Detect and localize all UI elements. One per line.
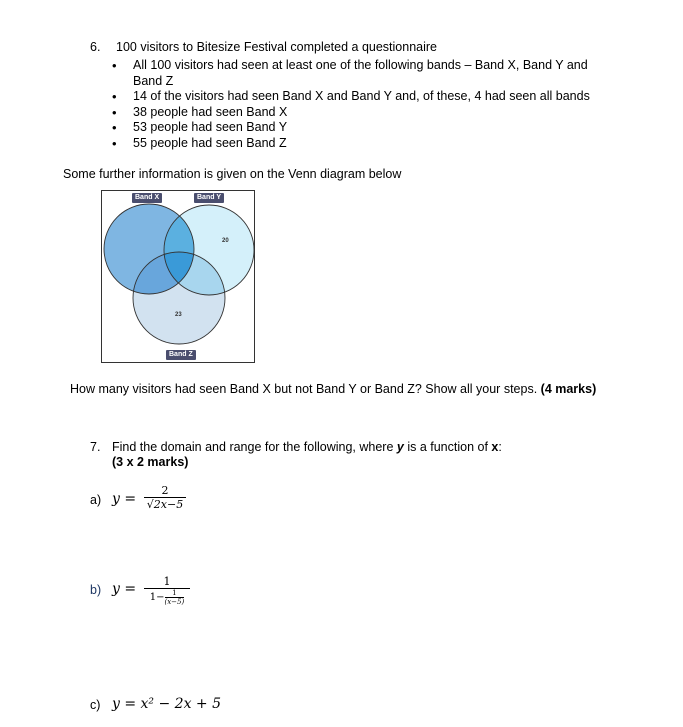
part-c-expression: y = x² − 2x + 5 [112, 696, 222, 712]
prompt-end: : [498, 440, 502, 454]
part-a-label: a) [90, 493, 102, 507]
part-b [90, 583, 101, 597]
y-only-value: 20 [222, 238, 229, 244]
bullet-item: • 14 of the visitors had seen Band X and Band Y and, of these, 4 had seen all bands [112, 89, 612, 105]
further-info-text: Some further information is given on the Venn diagram below [63, 167, 402, 181]
band-x-label: Band X [132, 193, 162, 203]
part-c-label: c) [90, 698, 101, 712]
var-x: x [491, 440, 499, 454]
part-a-lhs: y = [112, 491, 137, 507]
part-a [90, 493, 101, 507]
part-a-fraction [144, 484, 186, 511]
question-6-intro-text: 100 visitors to Bitesize Festival completed a questionnaire [116, 40, 437, 54]
prompt-mid: is a function of [403, 440, 492, 454]
part-a-numerator: 2 [161, 484, 169, 497]
question-6-bullet-list [112, 58, 612, 151]
question-number: 7. [90, 440, 101, 454]
part-b-inner-numerator: 1 [172, 589, 177, 597]
question-7-marks: (3 x 2 marks) [112, 455, 189, 469]
prompt-pre: Find the domain and range for the following, where [112, 440, 397, 454]
part-b-den-pre: 1− [149, 592, 165, 603]
venn-circles [102, 191, 256, 364]
band-z-label: Band Z [166, 350, 196, 360]
band-y-label: Band Y [194, 193, 224, 203]
part-b-fraction [144, 575, 190, 606]
part-b-denominator [144, 589, 190, 606]
var-y: y [396, 440, 404, 454]
part-b-inner-fraction [165, 589, 185, 606]
part-a-denominator: √2x−5 [146, 498, 184, 511]
question-7-prompt [90, 440, 502, 454]
question-6-intro [90, 40, 437, 54]
part-b-lhs: y = [112, 581, 137, 597]
venn-diagram [101, 190, 255, 363]
bullet-item: • 53 people had seen Band Y [112, 120, 612, 136]
question-6-marks: (4 marks) [540, 382, 597, 396]
part-b-numerator: 1 [163, 575, 171, 588]
z-only-value: 23 [175, 312, 182, 318]
bullet-item: • 55 people had seen Band Z [112, 136, 612, 152]
part-b-inner-denominator: (x−5) [164, 598, 185, 606]
part-b-label: b) [90, 583, 102, 597]
question-number: 6. [90, 40, 101, 54]
question-6-ask [70, 382, 596, 396]
part-c [90, 698, 100, 712]
bullet-item: • All 100 visitors had seen at least one of the following bands – Band X, Band Y and Band Z [112, 58, 612, 89]
bullet-item: • 38 people had seen Band X [112, 105, 612, 121]
question-6-ask-text: How many visitors had seen Band X but not Band Y or Band Z? Show all your steps. [70, 382, 538, 396]
